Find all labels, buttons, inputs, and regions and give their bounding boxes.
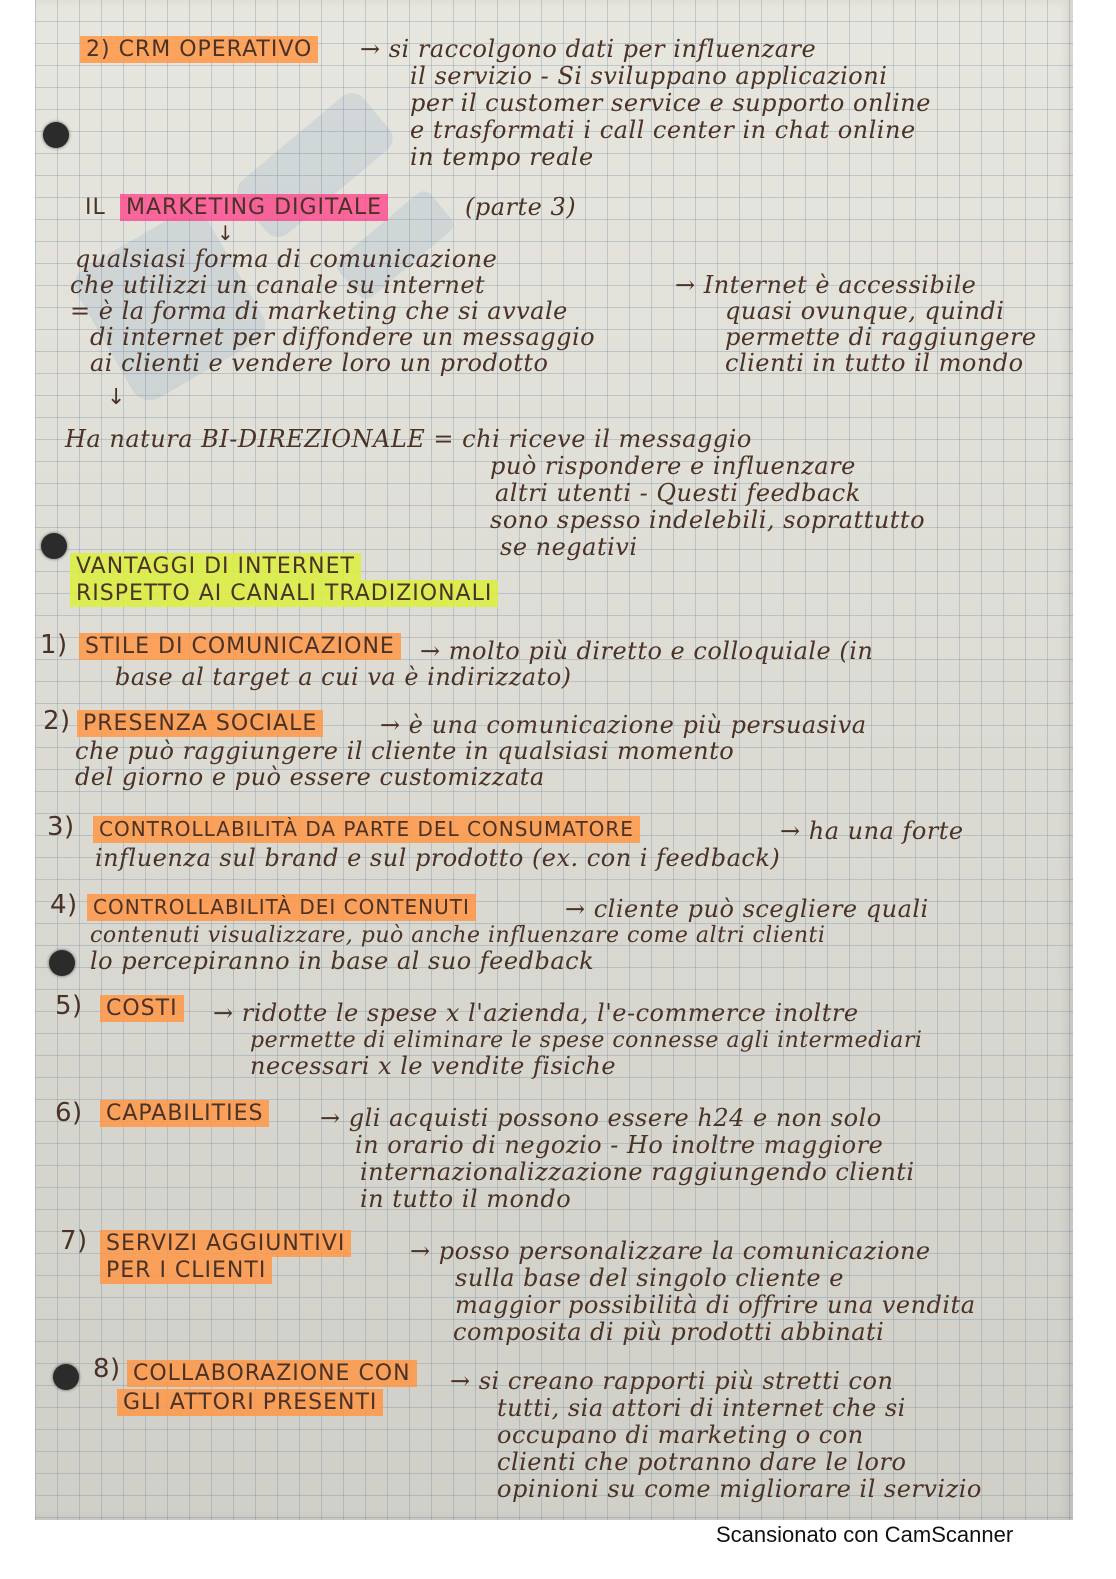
marketing-suffix: (parte 3) [465,193,577,221]
item-line: lo percepiranno in base al suo feedback [90,947,595,975]
bidirezionale-line: Ha natura BI-DIREZIONALE = chi riceve il messaggio [65,425,752,453]
item-label: CAPABILITIES [100,1100,269,1127]
bidirezionale-detail: sono spesso indelebili, soprattutto [490,506,926,534]
item-line: → gli acquisti possono essere h24 e non solo [320,1104,882,1132]
scanner-footer: Scansionato con CamScanner [716,1522,1014,1547]
marketing-side-line: quasi ovunque, quindi [725,297,1005,325]
item-label-continued: PER I CLIENTI [100,1257,272,1284]
item-number: 4) [50,890,78,920]
binder-hole [41,533,67,559]
marketing-def-line: qualsiasi forma di comunicazione [75,245,498,273]
binder-hole [53,1364,79,1390]
crm-line: → si raccolgono dati per influenzare [360,35,817,63]
crm-operativo-heading: 2) CRM OPERATIVO [80,36,318,63]
item-label: COLLABORAZIONE CON [127,1360,417,1387]
item-label-continued: GLI ATTORI PRESENTI [117,1389,383,1416]
binder-hole [43,122,69,148]
crm-line: per il customer service e supporto online [410,89,931,117]
item-label: COSTI [100,995,184,1022]
item-line: che può raggiungere il cliente in qualsiasi momento [75,737,735,765]
item-line: necessari x le vendite fisiche [250,1052,617,1080]
marketing-prefix: IL [85,195,106,220]
item-number: 6) [55,1098,83,1128]
bidirezionale-detail: altri utenti - Questi feedback [495,479,861,507]
item-line: in tutto il mondo [360,1185,572,1213]
page-margin [1073,0,1116,1520]
item-number: 1) [40,630,68,660]
item-line: → posso personalizzare la comunicazione [410,1237,931,1265]
crm-line: il servizio - Si sviluppano applicazioni [410,62,888,90]
item-line: tutti, sia attori di internet che si [497,1394,906,1422]
marketing-side-line: permette di raggiungere [725,323,1037,351]
marketing-def-line: che utilizzi un canale su internet [70,271,486,299]
item-number: 7) [60,1226,88,1256]
item-line: contenuti visualizzare, può anche influenzare come altri clienti [90,923,826,948]
crm-line: e trasformati i call center in chat online [410,116,916,144]
down-arrow-icon: ↓ [217,221,235,245]
item-label: CONTROLLABILITÀ DEI CONTENUTI [87,894,476,921]
item-line: del giorno e può essere customizzata [75,763,545,791]
item-number: 8) [93,1354,121,1384]
item-label: STILE DI COMUNICAZIONE [79,633,401,660]
crm-line: in tempo reale [410,143,594,171]
item-line: → molto più diretto e colloquiale (in [420,637,874,665]
marketing-def-line: di internet per diffondere un messaggio [90,323,596,351]
down-arrow-icon: ↓ [107,385,126,410]
item-number: 3) [47,812,75,842]
binder-hole [49,950,75,976]
marketing-def-line: = è la forma di marketing che si avvale [70,297,568,325]
vantaggi-title-line1: VANTAGGI DI INTERNET [70,553,361,580]
marketing-def-line: ai clienti e vendere loro un prodotto [90,349,549,377]
item-line: composita di più prodotti abbinati [453,1318,885,1346]
item-number: 2) [43,706,71,736]
marketing-digitale-heading: MARKETING DIGITALE [120,194,388,221]
marketing-side-line: clienti in tutto il mondo [725,349,1024,377]
item-line: opinioni su come migliorare il servizio [497,1475,982,1503]
item-line: → ha una forte [780,817,964,845]
bidirezionale-detail: se negativi [500,533,638,561]
item-label: CONTROLLABILITÀ DA PARTE DEL CONSUMATORE [93,816,640,843]
item-line: in orario di negozio - Ho inoltre maggiore [355,1131,884,1159]
item-line: base al target a cui va è indirizzato) [115,663,572,691]
item-line: maggior possibilità di offrire una vendita [455,1291,976,1319]
item-label: PRESENZA SOCIALE [77,710,323,737]
bidirezionale-detail: può rispondere e influenzare [490,452,856,480]
notebook-sheet [35,0,1073,1520]
item-line: permette di eliminare le spese connesse agli intermediari [250,1028,923,1053]
item-line: internazionalizzazione raggiungendo clienti [360,1158,915,1186]
item-line: → ridotte le spese x l'azienda, l'e-commerce inoltre [213,999,859,1027]
item-number: 5) [55,991,83,1021]
item-line: influenza sul brand e sul prodotto (ex. con i feedback) [95,844,781,872]
item-line: → cliente può scegliere quali [565,895,929,923]
item-line: → si creano rapporti più stretti con [450,1367,894,1395]
vantaggi-title-line2: RISPETTO AI CANALI TRADIZIONALI [70,580,498,607]
item-label: SERVIZI AGGIUNTIVI [100,1230,351,1257]
marketing-side-line: → Internet è accessibile [675,271,977,299]
item-line: sulla base del singolo cliente e [455,1264,844,1292]
item-line: occupano di marketing o con [497,1421,864,1449]
item-line: → è una comunicazione più persuasiva [380,711,867,739]
item-line: clienti che potranno dare le loro [497,1448,907,1476]
